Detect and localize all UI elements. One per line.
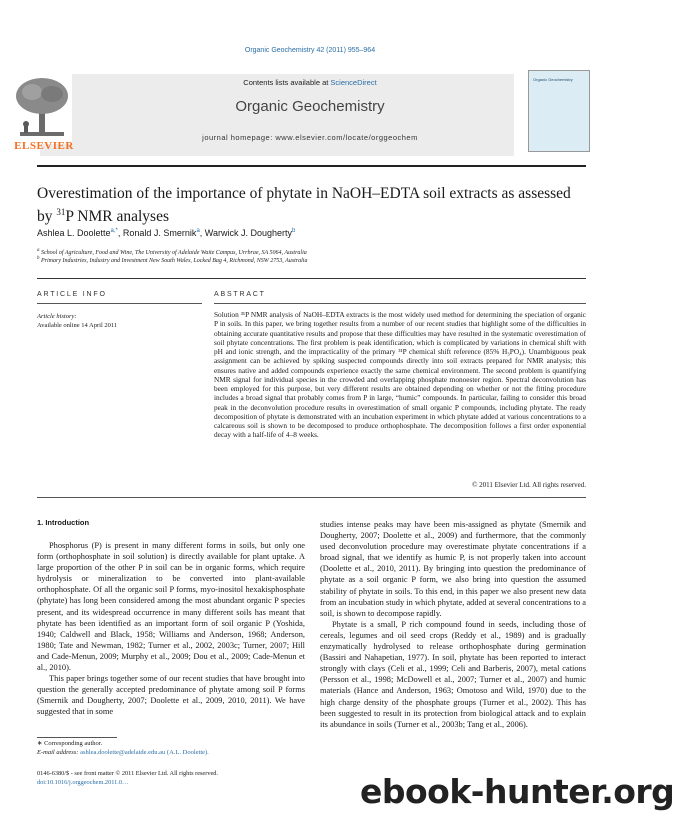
footnote — [37, 740, 305, 757]
contents-line — [0, 78, 620, 87]
abstract-copyright: © 2011 Elsevier Ltd. All rights reserved. — [472, 481, 586, 489]
article-title: Overestimation of the importance of phytate in NaOH–EDTA soil extracts as assessed by $^{31}$P NMR analyses — [37, 185, 571, 226]
author-name: Ronald J. Smernik — [122, 228, 197, 238]
article-info-heading: ARTICLE INFO — [37, 291, 107, 298]
footer-info — [37, 770, 337, 787]
journal-reference[interactable]: Organic Geochemistry 42 (2011) 955–964 — [244, 47, 376, 54]
journal-homepage[interactable]: journal homepage: www.elsevier.com/locate/orggeochem — [202, 133, 418, 142]
doi-link[interactable]: doi:10.1016/j.orggeochem.2011.0… — [37, 778, 129, 786]
author-name: Warwick J. Dougherty — [204, 228, 292, 238]
header-rule — [37, 165, 586, 167]
info-rule — [37, 303, 202, 304]
sciencedirect-link[interactable]: ScienceDirect — [330, 78, 377, 87]
paragraph: Phytate is a small, P rich compound found in seeds, including those of cereals, legumes and oil seed crops (Reddy et al., 1989) and is gradually enzymatically hydrolysed to release orthophosphate during germination (Bassiri and Nahapetian, 1977). In soil, phytate has been reported to interact strongly with clays (Celi et al., 1999; Celi and Barberis, 2007), metal cations (Persson et al., 1998; McDowell et al., 2007; Turner et al., 2007) and humic materials (Hance and Anderson, 1963; Omotoso and Wild, 1970) due to the high charge density of the phosphate groups (Turner et al., 2002). This has been suggested to result in its protection from biological attack and to explain its abundance in soils (Turner et al., 2003b; Tang et al., 2006). — [320, 619, 586, 729]
body-left-column — [37, 540, 305, 718]
corresponding-author-note: ∗ Corresponding author. — [37, 740, 103, 747]
affiliation-rule — [37, 278, 586, 279]
elsevier-wordmark: ELSEVIER — [14, 140, 74, 152]
abstract-heading: ABSTRACT — [214, 291, 266, 298]
contents-prefix: Contents lists available at — [243, 78, 331, 87]
paragraph: This paper brings together some of our recent studies that have brought into question the generally accepted predominance of phytate among soil P forms (Smernik and Dougherty, 2007; Doolette et al., 2009, 2010, 2011). We have suggested that in some — [37, 674, 305, 717]
author-affiliation-mark[interactable]: a,* — [110, 228, 118, 234]
email-link[interactable]: ashlea.doolette@adelaide.edu.au (A.L. Doolette). — [80, 748, 209, 756]
watermark-text: ebook-hunter.org — [360, 772, 674, 811]
author-list: Ashlea L. Doolette$^{a,*}$, Ronald J. Smernik$^a$, Warwick J. Dougherty$^b$ — [37, 228, 296, 238]
issn-line: 0146-6380/$ - see front matter © 2011 Elsevier Ltd. All rights reserved. — [37, 770, 218, 777]
author-name: Ashlea L. Doolette — [37, 228, 111, 238]
abstract-bottom-rule — [37, 497, 586, 498]
section-heading-introduction: 1. Introduction — [37, 518, 90, 527]
email-label: E-mail address: — [37, 748, 79, 756]
journal-title: Organic Geochemistry — [235, 98, 385, 115]
paragraph: studies intense peaks may have been mis-assigned as phytate (Smernik and Dougherty, 2007; Doolette et al., 2009) and furthermore, that the commonly used deconvolution procedure may overestimate phytate concentrations if a broad signal, that we identify as humic P, is not properly taken into account (Doolette et al., 2010, 2011). By bringing into question the predominance of phytate as a soil organic P form, we also bring into question the assumed stability of phytate in soils. To this end, in this paper we also present new data from an incubation study in which phytate, added at several concentrations to a soil, is shown to decompose rapidly. — [320, 520, 586, 618]
abstract-rule — [214, 303, 586, 304]
affiliation-a: $^a$ School of Agriculture, Food and Wine, The University of Adelaide Waite Campus, Urrbrae, SA 5064, Australia — [37, 248, 307, 256]
footnote-rule — [37, 737, 117, 738]
author-affiliation-mark[interactable]: b — [291, 228, 296, 234]
abstract-text: Solution ³¹P NMR analysis of NaOH–EDTA extracts is the most widely used method for determining the speciation of organic P in soils. In this paper, we bring together results from a number of our recent studies that highlight some of the difficulties in obtaining accurate quantitative results and propose that these difficulties may have resulted in the systematic overestimation of soil phytate concentrations. The first problem is peak identification, which is complicated by variations in chemical shift with pH and ionic strength, and the impracticality of the primary ³¹P chemical shift reference (85% H₃PO₄). Unambiguous peak assignment can be achieved by spiking suspected compounds directly into soil extracts prepared for NMR analysis; this ensures native and added compounds experience exactly the same chemical environment. The second problem is quantifying NMR signal for individual species in the crowded and overlapping phosphate monoester region. Spectral deconvolution has been employed for this purpose, but very different results are obtained depending on whether or not the fitting procedure includes a broad signal that probably comes from P in large, “humic” compounds. In particular, failing to consider this broad peak in the deconvolution procedure results in overestimation of small organic P compounds, including phytate. The ready decomposition of phytate is demonstrated with an incubation experiment in which phytate added at various concentrations to a calcareous soil is shown to be decomposed to produce orthophosphate. The decomposition follows a first order exponential decay with a half-life of 4–8 weeks. — [214, 310, 586, 440]
journal-cover-thumbnail[interactable] — [528, 70, 590, 152]
body-right-column — [320, 519, 586, 730]
affiliation-b: $^b$ Primary Industries, Industry and Investment New South Wales, Locked Bag 4, Richmond, NSW 2753, Australia — [37, 256, 308, 264]
paragraph: Phosphorus (P) is present in many different forms in soils, but only one form (orthophosphate in soil solution) is directly available for plant uptake. A large proportion of the other P in soil can be in organic forms, which require hydrolysis or mineralization to be converted into plant-available orthophosphate. Of all the organic soil P forms, myo-inositol hexakisphosphate (phytate) has long been considered among the most abundant organic P species present, and its widespread occurrence in many different soils has meant that phytate has been identified as an important form of soil organic P (Yoshida, 1940; Caldwell and Black, 1958; Williams and Anderson, 1968; Anderson, 1980; Tate and Newman, 1982; Turner et al., 2002, 2003c; Turner, 2007; Hill and Cade-Menun, 2009; Murphy et al., 2009; Dou et al., 2009; Cade-Menun et al., 2010). — [37, 541, 305, 673]
article-history-value: Available online 14 April 2011 — [37, 322, 118, 329]
cover-title: Organic Geochemistry — [533, 77, 573, 82]
article-history-label: Article history: — [37, 313, 77, 320]
author-affiliation-mark[interactable]: a — [196, 228, 200, 234]
